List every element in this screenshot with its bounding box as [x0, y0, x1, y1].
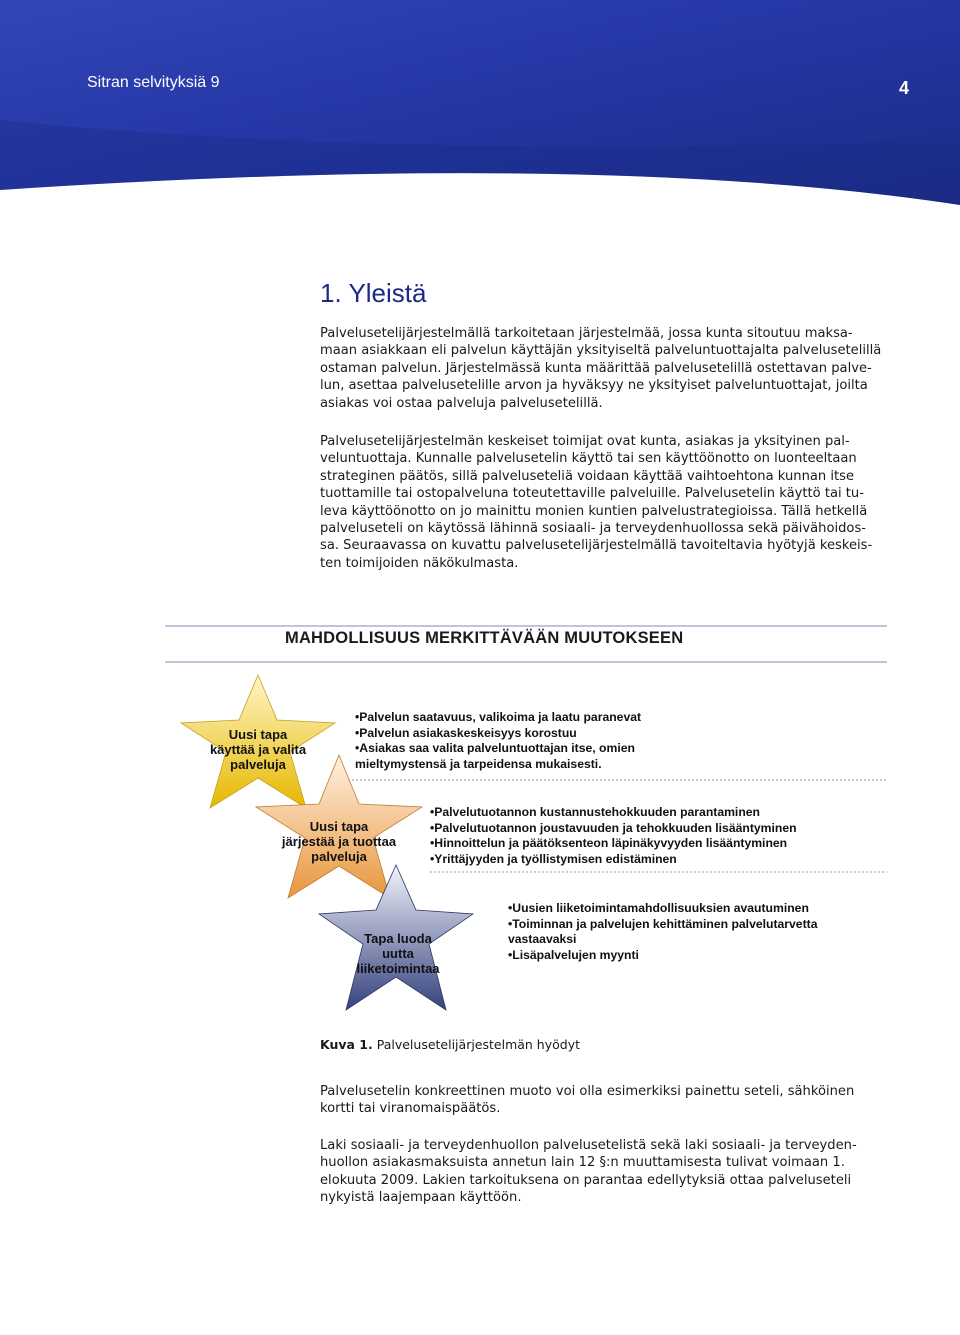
- paragraph-line: sa. Seuraavassa on kuvattu palvelusetelijärjestelmällä tavoiteltavia hyötyjä keskeis-: [320, 538, 873, 554]
- bullet-item: •Hinnoittelun ja päätöksenteon läpinäkyvyyden lisääntyminen: [430, 836, 788, 850]
- bullet-item: •Palvelun saatavuus, valikoima ja laatu paranevat: [355, 710, 642, 724]
- paragraph-line: Palvelusetelijärjestelmän keskeiset toimijat ovat kunta, asiakas ja yksityinen pal-: [320, 434, 850, 449]
- bullet-item: •Uusien liiketoimintamahdollisuuksien avautuminen: [508, 901, 809, 915]
- paragraph-line: veluntuottaja. Kunnalle palvelusetelin käyttö tai sen käyttöönotto on luonteeltaan: [320, 451, 857, 467]
- paragraph-line: ten toimijoiden näkökulmasta.: [320, 555, 519, 571]
- paragraph-line: asiakas voi ostaa palveluja palvelusetelillä.: [320, 395, 603, 411]
- paragraph-line: nykyistä laajempaan käyttöön.: [320, 1190, 522, 1206]
- paragraph-line: huollon asiakasmaksuista annetun lain 12 §:n muuttamisesta tulivat voimaan 1.: [320, 1155, 845, 1171]
- star-label-line: Tapa luoda: [364, 931, 432, 946]
- star-label-3: [343, 931, 453, 976]
- bullet-item: •Yrittäjyyden ja työllistymisen edistäminen: [430, 851, 677, 866]
- header-background: [0, 0, 960, 205]
- paragraph-line: leva käyttöönotto on jo mainittu monien kuntien palvelustrategioissa. Tällä hetkellä: [320, 503, 868, 519]
- paragraph-line: Laki sosiaali- ja terveydenhuollon palvelusetelistä sekä laki sosiaali- ja terveyden-: [320, 1138, 857, 1153]
- star-label-2: [271, 819, 407, 864]
- caption-label: Kuva 1.: [320, 1037, 373, 1052]
- document-series: Sitran selvityksiä 9: [87, 74, 220, 91]
- paragraph-line: palveluseteli on käytössä lähinnä sosiaali- ja terveydenhuollossa sekä päivähoidos-: [320, 521, 866, 537]
- bullet-item: •Asiakas saa valita palveluntuottajan itse, omien: [355, 741, 635, 755]
- bullet-item-continued: mieltymystensä ja tarpeidensa mukaisesti.: [355, 756, 602, 771]
- paragraph-line: strateginen päätös, sillä palveluseteliä voidaan käyttää vaihtoehtona kunnan itse: [320, 468, 854, 484]
- star-label-line: palveluja: [230, 757, 286, 772]
- caption-text: Palvelusetelijärjestelmän hyödyt: [372, 1037, 581, 1052]
- bullet-item: •Palvelutuotannon joustavuuden ja tehokkuuden lisääntyminen: [430, 820, 797, 835]
- star-label-line: liiketoimintaa: [356, 961, 440, 976]
- bullet-group-2: [430, 805, 797, 867]
- form-paragraph: [320, 1083, 855, 1118]
- star-label-line: Uusi tapa: [228, 727, 288, 742]
- star-label-line: Uusi tapa: [309, 819, 369, 834]
- paragraph-line: elokuuta 2009. Lakien tarkoituksena on parantaa edellytyksiä ottaa palveluseteli: [320, 1172, 852, 1188]
- intro-paragraph: [320, 325, 882, 412]
- star-label-line: käyttää ja valita: [209, 742, 307, 757]
- paragraph-line: lun, asettaa palvelusetelille arvon ja hyväksyy ne yksityiset palveluntuottajat, joilta: [320, 378, 868, 394]
- bullet-item: •Palvelun asiakaskeskeisyys korostuu: [355, 725, 577, 740]
- benefits-figure: [160, 620, 890, 1020]
- paragraph-line: tuottamille tai ostopalveluna toteutettaville palveluille. Palvelusetelin käyttö tai tu-: [320, 486, 864, 502]
- figure-title: MAHDOLLISUUS MERKITTÄVÄÄN MUUTOKSEEN: [285, 629, 684, 647]
- page-number: 4: [899, 78, 910, 98]
- law-paragraph: [320, 1137, 857, 1207]
- bullet-item: •Lisäpalvelujen myynti: [508, 947, 639, 962]
- actors-paragraph: [320, 433, 873, 572]
- bullet-item-continued: vastaavaksi: [508, 932, 577, 946]
- paragraph-line: kortti tai viranomaispäätös.: [320, 1101, 501, 1117]
- paragraph-line: maan asiakkaan eli palvelun käyttäjän yksityiseltä palveluntuottajalta palvelusetelillä: [320, 343, 882, 359]
- star-label-line: uutta: [382, 946, 414, 961]
- bullet-item: •Palvelutuotannon kustannustehokkuuden parantaminen: [430, 805, 760, 819]
- paragraph-line: ostaman palvelun. Järjestelmässä kunta määrittää palvelusetelillä ostettavan palve-: [320, 360, 872, 376]
- bullet-group-3: [508, 901, 817, 963]
- bullet-item: •Toiminnan ja palvelujen kehittäminen palvelutarvetta: [508, 916, 818, 931]
- figure-caption: [320, 1037, 580, 1052]
- section-title: 1. Yleistä: [320, 278, 427, 308]
- paragraph-line: Palvelusetelijärjestelmällä tarkoitetaan järjestelmää, jossa kunta sitoutuu maksa-: [320, 326, 853, 341]
- star-label-line: järjestää ja tuottaa: [281, 834, 397, 849]
- bullet-group-1: [355, 710, 641, 772]
- paragraph-line: Palvelusetelin konkreettinen muoto voi olla esimerkiksi painettu seteli, sähköinen: [320, 1084, 855, 1099]
- star-label-line: palveluja: [311, 849, 367, 864]
- header-band: [0, 0, 960, 205]
- star-label-1: [198, 727, 318, 772]
